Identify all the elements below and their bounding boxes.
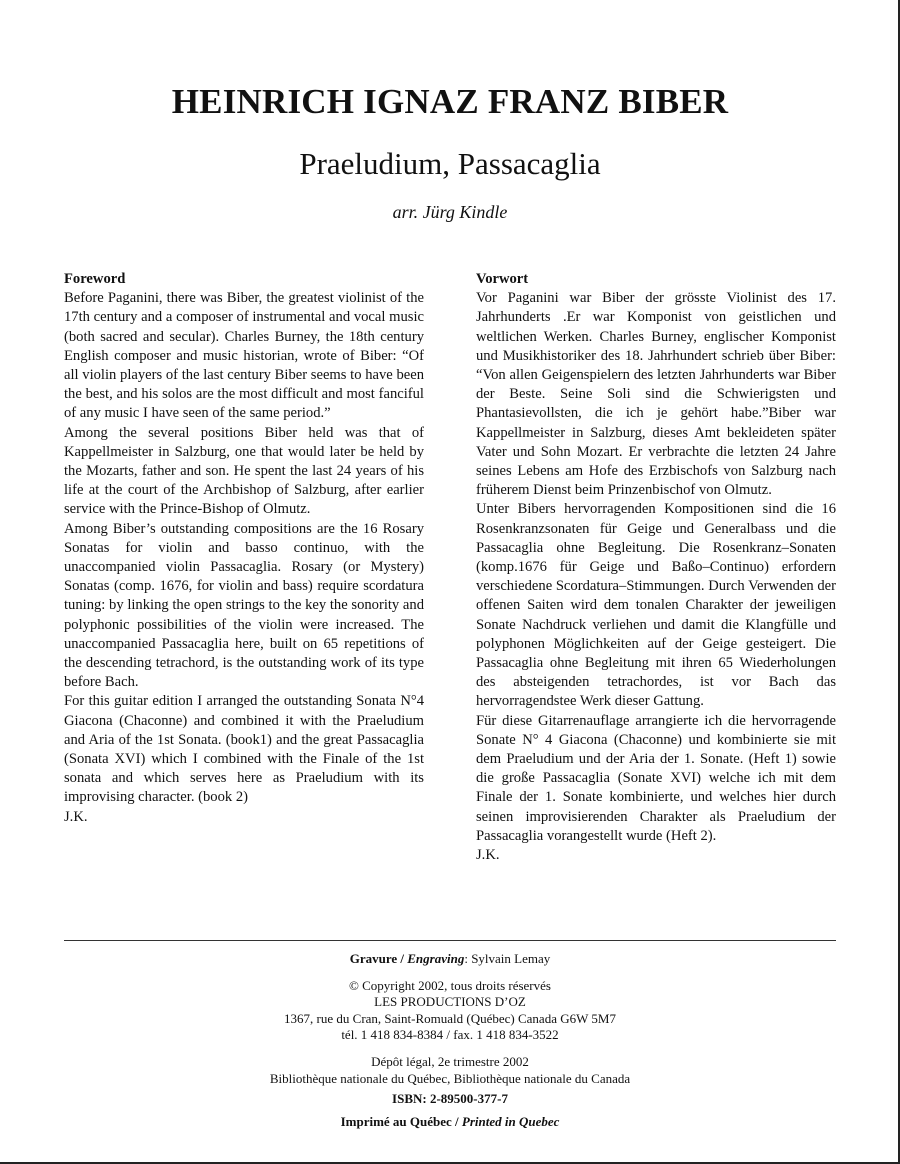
printed-en: Printed in Quebec — [461, 1113, 560, 1129]
engraving-credit — [0, 951, 900, 968]
foreword-paragraph: Among Biber’s outstanding compositions are the 16 Rosary Sonatas for violin and basso continuo, with the unaccompanied violin Passacaglia. Rosary (or Mystery) Sonatas (comp. 1676, for violin and bass) require scordatura tuning: by linking the open strings to the key the sonority and polyphonic possibilities of the violin were increased. The unaccompanied Passacaglia here, built on 65 repetitions of the descending tetrachord, is the outstanding work of its type before Bach. — [64, 520, 424, 691]
isbn: ISBN: 2-89500-377-7 — [392, 1091, 508, 1107]
foreword-signature: J.K. — [64, 808, 88, 825]
publication-credits — [0, 951, 900, 1130]
engraver-name: : Sylvain Lemay — [464, 951, 551, 966]
foreword-paragraph: Among the several positions Biber held was that of Kappellmeister in Salzburg, one that would later be held by the Mozarts, father and son. He spent the last 24 years of his life at the court of the Archbishop of Salzburg, after earlier service with the Prince-Bishop of Olmutz. — [64, 424, 424, 518]
foreword-paragraph: For this guitar edition I arranged the outstanding Sonata N°4 Giacona (Chaconne) and combined it with the Praeludium and Aria of the 1st Sonata. (book1) and the great Passacaglia (Sonata XVI) which I combined with the Finale of the 1st sonata and which serves here as Praeludium with its improvising character. (book 2) — [64, 693, 424, 806]
vorwort-heading: Vorwort — [476, 271, 529, 287]
composer-name: HEINRICH IGNAZ FRANZ BIBER — [171, 82, 729, 121]
copyright-line: © Copyright 2002, tous droits réservés — [349, 977, 551, 993]
legal-deposit: Dépôt légal, 2e trimestre 2002 — [371, 1053, 529, 1069]
vorwort-paragraph: Für diese Gitarrenauflage arrangierte ich die hervorragende Sonate N° 4 Giacona (Chaconne) und kombinierte sie mit dem Praeludium und der Aria der 1. Sonate. (Heft 1) sowie die große Passacaglia (Sonate XVI) welche ich mit dem Finale der 1. Sonate kombinierte, und welches hier durch seinen improvisierenden Charakter als Praeludium der Passacaglia vorangestellt wurde (Heft 2). — [476, 712, 836, 844]
vorwort-paragraph: Unter Bibers hervorragenden Kompositionen sind die 16 Rosenkranzsonaten für Geige und Generalbass und die Passacaglia ohne Begleitung. Die Rosenkranz–Sonaten (komp.1676 für Geige und Baßo–Continuo) erfordern verschiedene Scordatura–Stimmungen. Durch Verwenden der offenen Saiten wird dem tonalen Charakter der jeweiligen Sonate Nachdruck verliehen und damit die Klangfülle und polyphonen Möglichkeiten auf der Geige gesteigert. Die Passacaglia ohne Begleitung mit ihren 65 Wiederholungen des absteigenden tetrachordes, ist vor Bach das hervorragendstee Werk dieser Gattung. — [476, 501, 836, 710]
vorwort-column — [476, 270, 836, 865]
vorwort-paragraph: Vor Paganini war Biber der grösste Violinist des 17. Jahrhunderts .Er war Komponist von geistlichen und weltlichen Werken. Charles Burney, englischer Komponist und Musikhistoriker des 18. Jahrhundert schrieb über Biber: “Von allen Geigenspielern des letzten Jahrhunderts war Biber der Beste. Seine Soli sind die Schwierigsten und Phantasievollsten, die ich je gehört habe.”Biber war Kappellmeister in Salzburg, dieses Amt bekleideten später Vater und Sohn Mozart. Er verbrachte die letzten 24 Jahre seines Lebens am Hofe des Erzbischofs von Salzburg nach früherem Dienst beim Prinzenbischof von Olmutz. — [476, 290, 836, 499]
printed-in — [0, 1114, 900, 1131]
publisher-phone: tél. 1 418 834-8384 / fax. 1 418 834-3522 — [341, 1027, 559, 1043]
engraving-label: Engraving — [407, 951, 465, 966]
foreword-heading: Foreword — [64, 271, 126, 287]
arranger-credit: arr. Jürg Kindle — [392, 202, 508, 222]
divider-rule — [64, 940, 836, 941]
publisher-address: 1367, rue du Cran, Saint-Romuald (Québec) Canada G6W 5M7 — [284, 1010, 616, 1026]
gravure-label: Gravure / — [349, 951, 408, 966]
national-libraries: Bibliothèque nationale du Québec, Bibliothèque nationale du Canada — [269, 1070, 631, 1086]
foreword-paragraph: Before Paganini, there was Biber, the greatest violinist of the 17th century and a composer of instrumental and vocal music (both sacred and secular). Charles Burney, the 18th century English composer and music historian, wrote of Biber: “Of all violin players of the last century Biber seems to have been the best, and his solos are the most difficult and most fanciful of any music I have seen of the same period.” — [64, 290, 424, 422]
piece-title: Praeludium, Passacaglia — [299, 146, 601, 181]
printed-fr: Imprimé au Québec / — [340, 1113, 462, 1129]
foreword-column — [64, 270, 424, 827]
publisher-name: LES PRODUCTIONS D’OZ — [374, 994, 526, 1010]
vorwort-signature: J.K. — [476, 847, 500, 864]
